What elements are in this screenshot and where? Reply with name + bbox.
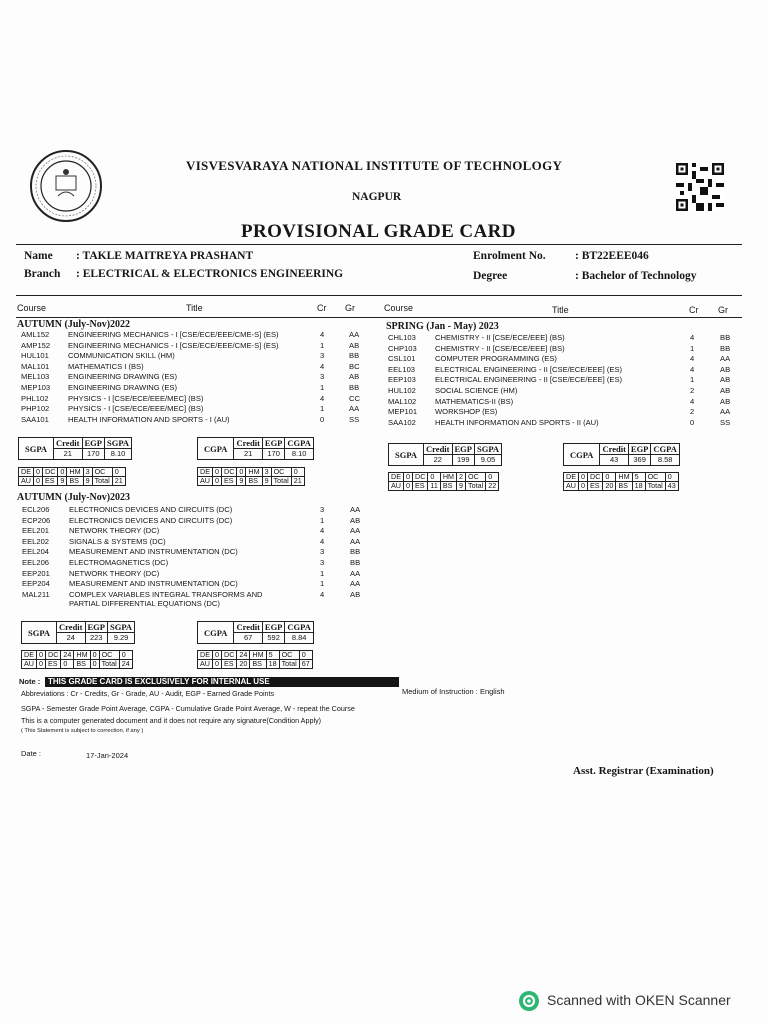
course-grade: AB (720, 375, 731, 385)
course-credit: 4 (320, 361, 325, 371)
course-credit: 4 (320, 330, 325, 339)
course-title: HEALTH INFORMATION AND SPORTS - II (AU) (435, 417, 599, 427)
date-value: 17-Jan-2024 (86, 751, 129, 760)
course-title: ELECTRICAL ENGINEERING - II [CSE/ECE/EEE] (ES) (435, 364, 623, 374)
credit-value: 21 (54, 449, 82, 460)
course-credit: 3 (320, 372, 325, 382)
breakdown-cell: 20 (237, 660, 250, 669)
course-title: MATHEMATICS-II (BS) (435, 396, 514, 406)
breakdown-cell: 0 (90, 660, 99, 669)
breakdown-cell: Total (92, 477, 112, 486)
course-code: PHL102 (21, 393, 49, 403)
breakdown-cell: 0 (213, 651, 222, 660)
course-title: MEASUREMENT AND INSTRUMENTATION (DC) (69, 579, 238, 589)
breakdown-cell: 11 (428, 482, 440, 491)
egp-value: 592 (262, 633, 284, 644)
course-code: CHL103 (388, 333, 416, 342)
breakdown-cell: OC (466, 473, 486, 482)
breakdown-cell: 0 (579, 473, 588, 482)
course-credit: 1 (320, 404, 325, 414)
course-grade: AB (720, 364, 731, 374)
course-credit: 4 (320, 526, 325, 536)
course-title: ELECTROMAGNETICS (DC) (69, 558, 169, 567)
course-code: EEL206 (22, 558, 50, 567)
breakdown-cell: BS (440, 482, 456, 491)
gpa-header: CGPA (285, 438, 313, 449)
breakdown-cell: 0 (404, 473, 413, 482)
course-title: ELECTRONICS DEVICES AND CIRCUITS (DC) (69, 515, 233, 525)
course-code: EEL202 (22, 536, 50, 546)
breakdown-cell: DE (564, 473, 579, 482)
breakdown-cell: DC (222, 468, 237, 477)
breakdown-cell: DC (222, 651, 237, 660)
breakdown-cell: 5 (632, 473, 645, 482)
course-title: NETWORK THEORY (DC) (69, 526, 160, 536)
breakdown-cell: 3 (83, 468, 92, 477)
breakdown-cell: 0 (213, 660, 222, 669)
course-grade: BB (720, 343, 731, 353)
degree-value: : Bachelor of Technology (575, 270, 697, 282)
breakdown-cell: 9 (83, 477, 92, 486)
course-credit: 3 (320, 505, 325, 514)
sgpa-summary-table (21, 621, 135, 644)
cgpa-label: CGPA (564, 444, 600, 466)
course-code: AML152 (21, 330, 50, 339)
course-code: ECP206 (22, 515, 51, 525)
course-title: PHYSICS - I [CSE/ECE/EEE/MEC] (BS) (68, 393, 204, 403)
course-credit: 4 (690, 364, 695, 374)
course-credit: 3 (320, 351, 325, 361)
breakdown-cell: 0 (665, 473, 678, 482)
col-course-left: Course (17, 303, 47, 313)
course-grade: AA (720, 354, 731, 364)
course-code: SAA102 (388, 417, 416, 427)
course-grade: AA (350, 505, 361, 514)
gpa-value: 8.10 (285, 449, 313, 460)
registrar-title: Asst. Registrar (Examination) (573, 765, 714, 777)
breakdown-cell: 0 (579, 482, 588, 491)
course-grade: BB (350, 558, 361, 567)
course-title: ELECTRONICS DEVICES AND CIRCUITS (DC) (69, 505, 233, 514)
breakdown-cell: 0 (34, 468, 43, 477)
cgpa-label: CGPA (198, 438, 234, 460)
course-title: ENGINEERING MECHANICS - I [CSE/ECE/EEE/CME-S] (ES) (68, 330, 279, 339)
course-credit: 1 (320, 515, 325, 525)
gpa-value: 8.58 (651, 455, 679, 466)
credit-header: Credit (234, 438, 262, 449)
course-grade: BB (350, 547, 361, 557)
breakdown-cell: DC (588, 473, 603, 482)
course-credit: 1 (690, 343, 695, 353)
gpa-header: CGPA (285, 622, 313, 633)
breakdown-cell: 0 (486, 473, 499, 482)
breakdown-cell: AU (19, 477, 34, 486)
breakdown-cell: ES (222, 477, 237, 486)
course-credit: 3 (320, 547, 325, 557)
egp-value: 223 (85, 633, 107, 644)
breakdown-cell: 2 (457, 473, 466, 482)
breakdown-cell: Total (271, 477, 291, 486)
note-label: Note : (19, 677, 41, 686)
qr-code-icon (676, 163, 724, 211)
course-title: SIGNALS & SYSTEMS (DC) (69, 536, 166, 546)
breakdown-cell: 0 (404, 482, 413, 491)
breakdown-cell: 9 (237, 477, 246, 486)
course-code: SAA101 (21, 414, 49, 424)
course-grade: CC (349, 393, 360, 403)
breakdown-cell: DE (22, 651, 37, 660)
breakdown-cell: HM (74, 651, 90, 660)
name-label: Name (24, 250, 53, 262)
course-grade: AB (350, 515, 361, 525)
breakdown-cell: ES (222, 660, 237, 669)
course-grade: SS (720, 417, 731, 427)
breakdown-cell: ES (588, 482, 603, 491)
breakdown-cell: DE (198, 651, 213, 660)
course-grade: AB (720, 396, 731, 406)
cgpa-summary-table (197, 437, 314, 460)
breakdown-cell: DC (413, 473, 428, 482)
course-credit: 4 (690, 333, 695, 342)
sgpa-summary-table (18, 437, 132, 460)
credit-value: 22 (424, 455, 452, 466)
course-credit: 4 (320, 589, 325, 599)
course-grade: AA (350, 536, 361, 546)
course-title: MEASUREMENT AND INSTRUMENTATION (DC) (69, 547, 238, 557)
document-title: PROVISIONAL GRADE CARD (241, 221, 516, 242)
institute-seal-logo (28, 148, 104, 224)
breakdown-cell: DC (43, 468, 58, 477)
egp-value: 170 (82, 449, 104, 460)
egp-value: 369 (628, 455, 650, 466)
gpa-value: 9.29 (107, 633, 134, 644)
course-grade: AB (349, 372, 360, 382)
breakdown-cell: Total (466, 482, 486, 491)
note-banner: THIS GRADE CARD IS EXCLUSIVELY FOR INTERNAL USE (45, 677, 399, 687)
sem3-heading: AUTUMN (July-Nov)2023 (17, 492, 131, 503)
medium-of-instruction: Medium of Instruction : English (402, 687, 505, 696)
breakdown-cell: 0 (37, 660, 46, 669)
course-title: CHEMISTRY - II [CSE/ECE/EEE] (BS) (435, 333, 565, 342)
institute-city: NAGPUR (352, 191, 402, 203)
breakdown-cell: AU (389, 482, 404, 491)
course-credit: 1 (320, 340, 325, 350)
credit-breakdown-table (18, 467, 126, 486)
breakdown-cell: OC (92, 468, 112, 477)
course-code: PHP102 (21, 404, 50, 414)
breakdown-cell: 21 (291, 477, 304, 486)
course-code: EEP204 (22, 579, 50, 589)
breakdown-cell: ES (43, 477, 58, 486)
course-grade: AA (350, 579, 361, 589)
breakdown-cell: 0 (291, 468, 304, 477)
breakdown-cell: 18 (266, 660, 279, 669)
credit-value: 67 (234, 633, 262, 644)
course-title: ENGINEERING DRAWING (ES) (68, 372, 177, 382)
breakdown-cell: 3 (262, 468, 271, 477)
institute-name: VISVESVARAYA NATIONAL INSTITUTE OF TECHNOLOGY (186, 158, 563, 173)
gpa-header: SGPA (107, 622, 134, 633)
divider (16, 295, 742, 296)
breakdown-cell: HM (616, 473, 632, 482)
course-title: SOCIAL SCIENCE (HM) (435, 386, 518, 395)
breakdown-cell: 0 (58, 468, 67, 477)
credit-header: Credit (424, 444, 452, 455)
course-code: MEL103 (21, 372, 50, 382)
divider (16, 317, 742, 318)
course-code: MAL211 (22, 589, 50, 599)
course-grade: AB (349, 340, 360, 350)
breakdown-cell: 5 (266, 651, 279, 660)
gpa-header: SGPA (104, 438, 131, 449)
course-code: MEP101 (388, 407, 418, 417)
col-title-left: Title (186, 303, 203, 313)
branch-value: : ELECTRICAL & ELECTRONICS ENGINEERING (76, 268, 344, 280)
credit-breakdown-table (563, 472, 679, 491)
breakdown-cell: DE (19, 468, 34, 477)
breakdown-cell: 0 (61, 660, 74, 669)
course-title: CHEMISTRY - II [CSE/ECE/EEE] (BS) (435, 343, 565, 353)
breakdown-cell: 0 (90, 651, 99, 660)
course-code: HUL101 (21, 351, 49, 361)
course-code: CSL101 (388, 354, 416, 364)
course-title: ELECTRICAL ENGINEERING - II [CSE/ECE/EEE] (ES) (435, 375, 623, 385)
col-gr-right: Gr (718, 305, 728, 315)
breakdown-cell: BS (67, 477, 83, 486)
breakdown-cell: 20 (603, 482, 616, 491)
course-credit: 4 (320, 393, 325, 403)
course-grade: BB (349, 351, 360, 361)
breakdown-cell: 0 (34, 477, 43, 486)
breakdown-cell: AU (198, 477, 213, 486)
egp-header: EGP (628, 444, 650, 455)
gpa-header: SGPA (474, 444, 501, 455)
course-code: EEL204 (22, 547, 50, 557)
cgpa-label: CGPA (198, 622, 234, 644)
credit-header: Credit (600, 444, 628, 455)
course-code: ECL206 (22, 505, 50, 514)
course-title: ENGINEERING DRAWING (ES) (68, 383, 177, 392)
breakdown-cell: 9 (262, 477, 271, 486)
egp-value: 199 (452, 455, 474, 466)
breakdown-cell: 0 (213, 468, 222, 477)
course-title: ENGINEERING MECHANICS - I [CSE/ECE/EEE/CME-S] (ES) (68, 340, 279, 350)
course-title: COMMUNICATION SKILL (HM) (68, 351, 175, 361)
egp-header: EGP (262, 438, 284, 449)
course-grade: SS (349, 414, 360, 424)
egp-header: EGP (452, 444, 474, 455)
credit-breakdown-table (388, 472, 499, 491)
course-credit: 1 (320, 383, 325, 392)
breakdown-cell: 43 (665, 482, 678, 491)
breakdown-cell: Total (99, 660, 119, 669)
course-code: EEP201 (22, 568, 50, 578)
course-grade: AA (350, 526, 361, 536)
breakdown-cell: BS (616, 482, 632, 491)
cgpa-summary-table (563, 443, 680, 466)
name-value: : TAKLE MAITREYA PRASHANT (76, 250, 254, 262)
abbreviations-line3: This is a computer generated document and it does not require any signature(Condition Apply) (21, 716, 322, 725)
breakdown-cell: AU (22, 660, 37, 669)
breakdown-cell: 0 (37, 651, 46, 660)
credit-breakdown-table (197, 650, 313, 669)
course-credit: 0 (690, 417, 695, 427)
breakdown-cell: ES (413, 482, 428, 491)
credit-breakdown-table (197, 467, 305, 486)
course-credit: 4 (690, 354, 695, 364)
breakdown-cell: 0 (119, 651, 132, 660)
course-code: EEL201 (22, 526, 50, 536)
breakdown-cell: Total (279, 660, 299, 669)
enrolment-value: : BT22EEE046 (575, 250, 649, 262)
credit-value: 43 (600, 455, 628, 466)
breakdown-cell: 18 (632, 482, 645, 491)
gpa-value: 9.05 (474, 455, 501, 466)
course-grade: AA (350, 568, 361, 578)
credit-value: 24 (57, 633, 85, 644)
breakdown-cell: 0 (428, 473, 440, 482)
course-grade: BB (720, 333, 731, 342)
breakdown-cell: OC (99, 651, 119, 660)
breakdown-cell: AU (198, 660, 213, 669)
breakdown-cell: 0 (213, 477, 222, 486)
course-title: WORKSHOP (ES) (435, 407, 498, 417)
col-cr-left: Cr (317, 303, 327, 313)
breakdown-cell: 21 (112, 477, 125, 486)
course-code: MAL101 (21, 361, 50, 371)
course-code: CHP103 (388, 343, 417, 353)
course-code: HUL102 (388, 386, 416, 395)
abbreviations-line4: ( This Statement is subject to correction, if any ) (21, 728, 144, 734)
degree-label: Degree (473, 270, 508, 282)
breakdown-cell: HM (67, 468, 83, 477)
course-grade: AA (720, 407, 731, 417)
cgpa-summary-table (197, 621, 314, 644)
course-credit: 4 (320, 536, 325, 546)
breakdown-cell: BS (74, 660, 90, 669)
sgpa-label: SGPA (22, 622, 57, 644)
course-grade: BC (349, 361, 360, 371)
gpa-value: 8.10 (104, 449, 131, 460)
abbreviations-line1: Abbreviations : Cr - Credits, Gr - Grade, AU - Audit, EGP - Earned Grade Points (21, 689, 275, 698)
course-credit: 2 (690, 407, 695, 417)
egp-value: 170 (262, 449, 284, 460)
breakdown-cell: 22 (486, 482, 499, 491)
divider (16, 244, 742, 245)
breakdown-cell: DE (198, 468, 213, 477)
col-cr-right: Cr (689, 305, 699, 315)
course-grade: AA (349, 404, 360, 414)
abbreviations-line2: SGPA - Semester Grade Point Average, CGPA - Cumulative Grade Point Average, W - repeat the Course (21, 704, 355, 713)
sem1-heading: AUTUMN (July-Nov)2022 (17, 319, 131, 330)
sem2-heading: SPRING (Jan - May) 2023 (386, 321, 499, 332)
col-title-right: Title (552, 305, 569, 315)
course-code: MAL102 (388, 396, 417, 406)
breakdown-cell: 67 (299, 660, 312, 669)
breakdown-cell: DE (389, 473, 404, 482)
breakdown-cell: HM (440, 473, 456, 482)
date-label: Date : (21, 749, 42, 758)
course-credit: 2 (690, 386, 695, 395)
course-code: EEL103 (388, 364, 416, 374)
breakdown-cell: 24 (237, 651, 250, 660)
egp-header: EGP (262, 622, 284, 633)
course-code: AMP152 (21, 340, 51, 350)
credit-header: Credit (234, 622, 262, 633)
course-title: PHYSICS - I [CSE/ECE/EEE/MEC] (BS) (68, 404, 204, 414)
breakdown-cell: 9 (58, 477, 67, 486)
credit-header: Credit (57, 622, 85, 633)
course-credit: 1 (320, 579, 325, 589)
breakdown-cell: Total (645, 482, 665, 491)
course-code: MEP103 (21, 383, 51, 392)
breakdown-cell: 9 (457, 482, 466, 491)
breakdown-cell: 0 (112, 468, 125, 477)
sgpa-label: SGPA (389, 444, 424, 466)
breakdown-cell: ES (46, 660, 61, 669)
credit-header: Credit (54, 438, 82, 449)
breakdown-cell: 0 (237, 468, 246, 477)
gpa-value: 8.84 (285, 633, 313, 644)
course-title: COMPUTER PROGRAMMING (ES) (435, 354, 557, 364)
branch-label: Branch (24, 268, 61, 280)
course-credit: 4 (690, 396, 695, 406)
scanner-watermark-text: Scanned with OKEN Scanner (547, 992, 731, 1008)
scanner-logo-icon (518, 990, 540, 1012)
credit-breakdown-table (21, 650, 133, 669)
course-title: MATHEMATICS I (BS) (68, 361, 144, 371)
breakdown-cell: 0 (299, 651, 312, 660)
credit-value: 21 (234, 449, 262, 460)
enrolment-label: Enrolment No. (473, 250, 546, 262)
breakdown-cell: 24 (61, 651, 74, 660)
course-grade: AA (349, 330, 360, 339)
breakdown-cell: OC (645, 473, 665, 482)
course-title: COMPLEX VARIABLES INTEGRAL TRANSFORMS AND (69, 589, 263, 599)
egp-header: EGP (82, 438, 104, 449)
sgpa-summary-table (388, 443, 502, 466)
course-grade: AB (350, 589, 361, 599)
col-gr-left: Gr (345, 303, 355, 313)
breakdown-cell: BS (246, 477, 262, 486)
course-title-cont: PARTIAL DIFFERENTIAL EQUATIONS (DC) (69, 598, 220, 608)
breakdown-cell: 24 (119, 660, 132, 669)
breakdown-cell: BS (250, 660, 266, 669)
course-title: NETWORK THEORY (DC) (69, 568, 160, 578)
course-code: EEP103 (388, 375, 416, 385)
course-grade: AB (720, 386, 731, 395)
col-course-right: Course (384, 303, 414, 313)
sgpa-label: SGPA (19, 438, 54, 460)
breakdown-cell: HM (246, 468, 262, 477)
course-credit: 1 (690, 375, 695, 385)
breakdown-cell: OC (271, 468, 291, 477)
breakdown-cell: 0 (603, 473, 616, 482)
breakdown-cell: HM (250, 651, 266, 660)
gpa-header: CGPA (651, 444, 679, 455)
course-credit: 0 (320, 414, 325, 424)
breakdown-cell: OC (279, 651, 299, 660)
course-credit: 3 (320, 558, 325, 567)
course-credit: 1 (320, 568, 325, 578)
course-grade: BB (349, 383, 360, 392)
breakdown-cell: AU (564, 482, 579, 491)
egp-header: EGP (85, 622, 107, 633)
breakdown-cell: DC (46, 651, 61, 660)
course-title: HEALTH INFORMATION AND SPORTS - I (AU) (68, 414, 230, 424)
